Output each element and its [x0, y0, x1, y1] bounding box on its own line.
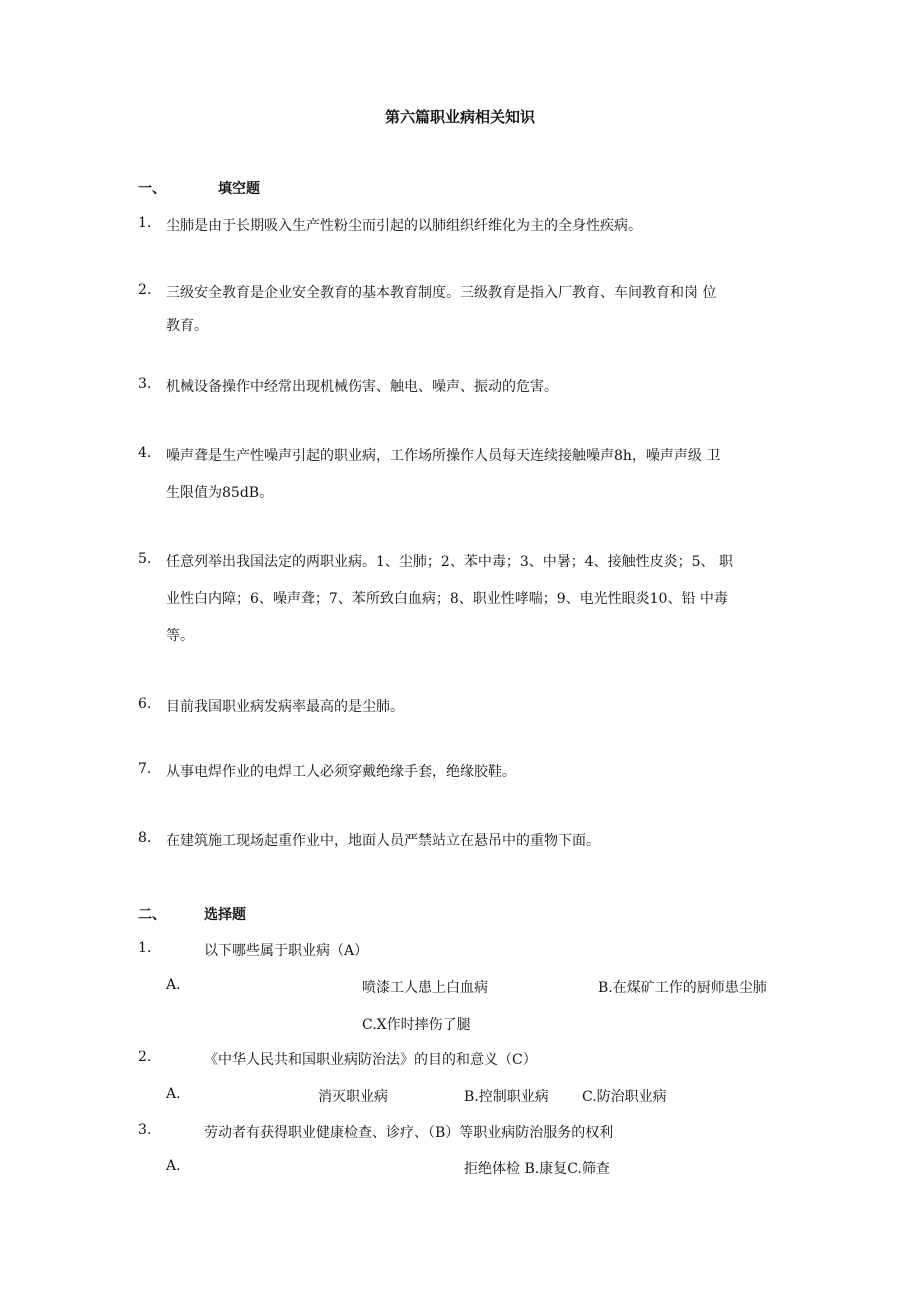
choice-q1-text: 以下哪些属于职业病（A） [204, 943, 369, 959]
fill-item-4-line-1: 噪声聋是生产性噪声引起的职业病，工作场所操作人员每天连续接触噪声8h，噪声声级 卫 [166, 448, 721, 464]
choice-q3-options: 拒绝体检 B.康复C.筛查 [464, 1161, 610, 1177]
fill-item-3-line-1: 机械设备操作中经常出现机械伤害、触电、噪声、振动的危害。 [166, 379, 558, 395]
choice-q1-option-c: C.X作时摔伤了腿 [362, 1017, 471, 1033]
choice-q1-number: 1. [138, 940, 152, 956]
fill-item-5-line-3: 等。 [166, 628, 194, 644]
fill-item-1-number: 1. [138, 215, 152, 231]
choice-q2-option-c: C.防治职业病 [582, 1089, 667, 1105]
choice-q2-number: 2. [138, 1049, 152, 1065]
choice-q3-number: 3. [138, 1122, 152, 1138]
fill-item-4-number: 4. [138, 445, 152, 461]
fill-item-6-number: 6. [138, 696, 152, 712]
fill-item-7-number: 7. [138, 761, 152, 777]
section-1-heading: 填空题 [218, 181, 260, 197]
fill-item-3-number: 3. [138, 376, 152, 392]
fill-item-5-number: 5. [138, 551, 152, 567]
fill-item-5-line-2: 业性白内障；6、噪声聋；7、苯所致白血病；8、职业性哮喘；9、电光性眼炎10、铅 中毒 [166, 591, 728, 607]
fill-item-6-line-1: 目前我国职业病发病率最高的是尘肺。 [166, 699, 404, 715]
fill-item-4-line-2: 生限值为85dB。 [166, 485, 274, 501]
section-2-number: 二、 [138, 907, 166, 923]
choice-q2-option-b: B.控制职业病 [464, 1089, 549, 1105]
fill-item-8-line-1: 在建筑施工现场起重作业中，地面人员严禁站立在悬吊中的重物下面。 [166, 833, 600, 849]
choice-q1-option-b: B.在煤矿工作的厨师患尘肺 [598, 980, 767, 996]
section-1-number: 一、 [138, 181, 166, 197]
fill-item-8-number: 8. [138, 830, 152, 846]
fill-item-7-line-1: 从事电焊作业的电焊工人必须穿戴绝缘手套，绝缘胶鞋。 [166, 764, 516, 780]
choice-q1-option-a-label: A. [166, 977, 181, 993]
choice-q1-option-a: 喷漆工人患上白血病 [362, 980, 488, 996]
fill-item-1-line-1: 尘肺是由于长期吸入生产性粉尘而引起的以肺组织纤维化为主的全身性疾病。 [166, 218, 642, 234]
page-title: 第六篇职业病相关知识 [384, 108, 535, 126]
choice-q2-option-a: 消灭职业病 [318, 1089, 388, 1105]
fill-item-2-number: 2. [138, 282, 152, 298]
fill-item-5-line-1: 任意列举出我国法定的两职业病。1、尘肺；2、苯中毒；3、中暑；4、接触性皮炎；5、 职 [166, 554, 733, 570]
choice-q2-text: 《中华人民共和国职业病防治法》的目的和意义（C） [204, 1052, 537, 1068]
choice-q2-option-a-label: A. [166, 1086, 181, 1102]
section-2-heading: 选择题 [204, 907, 246, 923]
choice-q3-option-a-label: A. [166, 1158, 181, 1174]
fill-item-2-line-2: 教育。 [166, 318, 208, 334]
choice-q3-text: 劳动者有获得职业健康检查、诊疗、（B）等职业病防治服务的权利 [204, 1125, 614, 1141]
fill-item-2-line-1: 三级安全教育是企业安全教育的基本教育制度。三级教育是指入厂教育、车间教育和岗 位 [166, 285, 717, 301]
